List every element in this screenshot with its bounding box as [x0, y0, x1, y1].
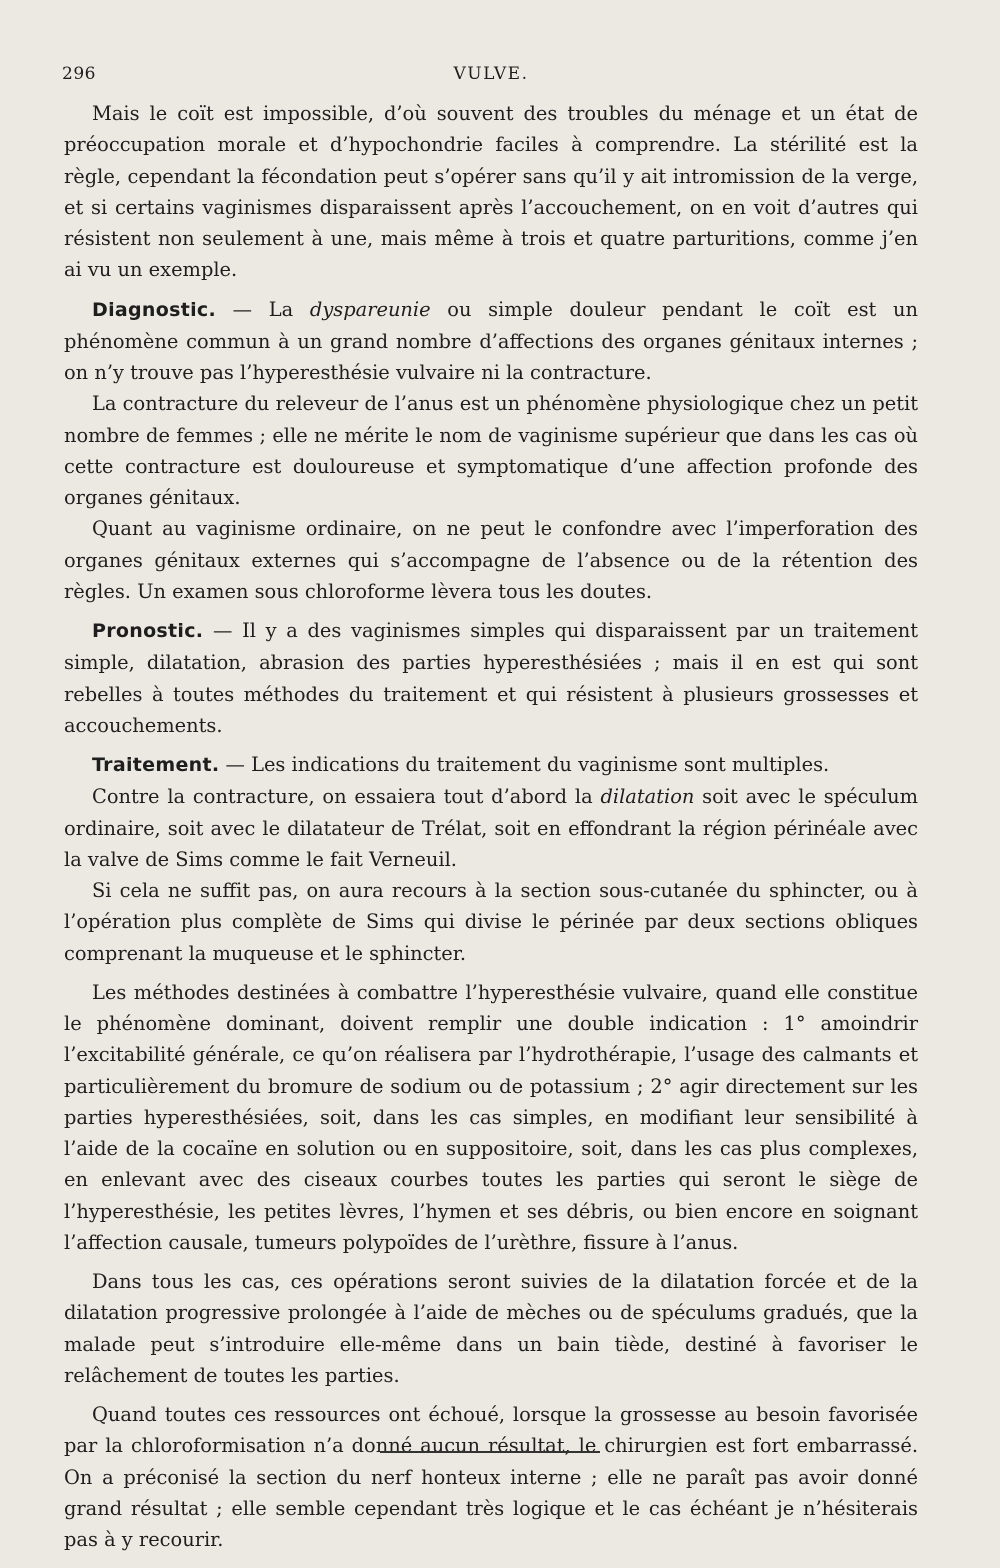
paragraph-hyperesthesie: Les méthodes destinées à combattre l’hyperesthésie vulvaire, quand elle constitue le phénomène dominant, doivent remplir une double indication : 1° amoindrir l’excitabilité générale, ce qu’on réalisera par l’hydrothérapie, l’usage des calmants et particulièrement du bromure de sodium ou de potassium ; 2° agir directement sur les parties hyperesthésiées, soit, dans les cas simples, en modifiant leur sensibilité à l’aide de la cocaïne en solution ou en suppositoire, soit, dans les cas plus complexes, en enlevant avec des ciseaux courbes toutes les parties qui seront le siège de l’hyperesthésie, les petites lèvres, l’hymen et ses débris, ou bien encore en soignant l’affection causale, tumeurs polypoïdes de l’urèthre, fissure à l’anus.	[64, 980, 918, 1254]
term-dyspareunie: dyspareunie	[309, 297, 431, 321]
page-number: 296	[62, 64, 96, 84]
paragraph-contracture	[64, 781, 918, 875]
paragraph-imperforation: Quant au vaginisme ordinaire, on ne peut le confondre avec l’imperforation des organes génitaux externes qui s’accompagne de l’absence ou de la rétention des règles. Un examen sous chloroforme lèvera tous les doutes.	[64, 517, 918, 603]
paragraph-sphincter: Si cela ne suffit pas, on aura recours à la section sous-cutanée du sphincter, ou à l’opération plus complète de Sims qui divise le périnée par deux sections obliques comprenant la muqueuse et le sphincter.	[64, 879, 918, 965]
diagnostic-text-b: ou simple douleur pendant le coït est un phénomène commun à un grand nombre d’affections des organes génitaux internes ; on n’y trouve pas l’hyperesthésie vulvaire ni la contracture.	[64, 297, 918, 384]
end-rule	[380, 1451, 600, 1453]
paragraph-releveur: La contracture du releveur de l’anus est un phénomène physiologique chez un petit nombre de femmes ; elle ne mérite le nom de vaginisme supérieur que dans les cas où cette contracture est douloureuse et symptomatique d’une affection profonde des organes génitaux.	[64, 392, 918, 509]
body-text	[64, 98, 918, 1555]
paragraph-dilatation: Dans tous les cas, ces opérations seront suivies de la dilatation forcée et de la dilatation progressive prolongée à l’aide de mèches ou de spéculums gradués, que la malade peut s’introduire elle-même dans un bain tiède, destiné à favoriser le relâchement de toutes les parties.	[64, 1270, 918, 1387]
diagnostic-text-a: — La	[215, 297, 310, 321]
contracture-text-b: soit avec le spéculum ordinaire, soit avec le dilatateur de Trélat, soit en effondrant la région périnéale avec la valve de Sims comme le fait Verneuil.	[64, 785, 918, 871]
paragraph-sterility: Mais le coït est impossible, d’où souvent des troubles du ménage et un état de préoccupation morale et d’hypochondrie faciles à comprendre. La stérilité est la règle, cependant la fécondation peut s’opérer sans qu’il y ait intromission de la verge, et si certains vaginismes disparaissent après l’accouchement, on en voit d’autres qui résistent non seulement à une, mais même à trois et quatre parturitions, comme j’en ai vu un exemple.	[64, 102, 918, 282]
heading-diagnostic: Diagnostic.	[92, 298, 216, 321]
running-head: VULVE.	[453, 64, 529, 84]
heading-pronostic: Pronostic.	[92, 620, 204, 642]
paragraph-diagnostic	[64, 294, 918, 389]
paragraph-traitement	[64, 749, 918, 781]
paragraph-pronostic	[64, 615, 918, 741]
heading-traitement: Traitement.	[92, 754, 220, 776]
term-dilatation: dilatation	[600, 785, 695, 809]
paragraph-conclusion: Quand toutes ces ressources ont échoué, lorsque la grossesse au besoin favorisée par la chloroformisation n’a donné aucun résultat, le chirurgien est fort embarrassé. On a préconisé la section du nerf honteux interne ; elle ne paraît pas avoir donné grand résultat ; elle semble cependant très logique et le cas échéant je n’hésiterais pas à y recourir.	[64, 1403, 918, 1551]
contracture-text-a: Contre la contracture, on essaiera tout d’abord la	[92, 785, 601, 809]
pronostic-text: — Il y a des vaginismes simples qui disparaissent par un traitement simple, dilatation, abrasion des parties hyperesthésiées ; mais il en est qui sont rebelles à toutes méthodes du traitement et qui résistent à plusieurs grossesses et accouchements.	[64, 619, 918, 737]
traitement-text: — Les indications du traitement du vaginisme sont multiples.	[219, 753, 830, 776]
page-header	[62, 64, 920, 88]
